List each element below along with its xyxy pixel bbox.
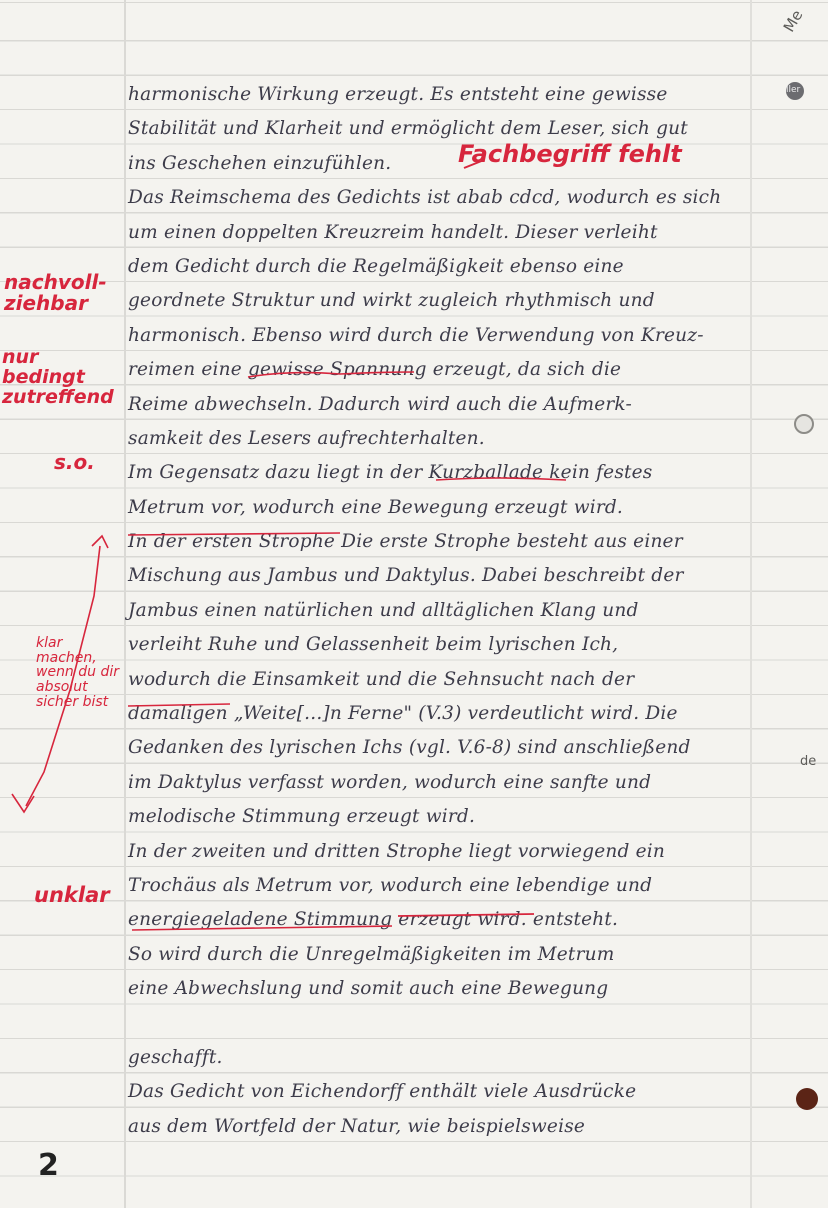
- page-number: 2: [38, 1148, 59, 1183]
- text-line: ins Geschehen einzufühlen.: [128, 152, 392, 174]
- text-line-with-strikethrough: In der ersten Strophe Die erste Strophe besteht aus einer: [128, 531, 683, 553]
- text-line: Das Reimschema des Gedichts ist abab cdcd, wodurch es sich: [128, 187, 722, 209]
- text-line: harmonische Wirkung erzeugt. Es entsteht eine gewisse: [128, 84, 668, 105]
- text-line: eine Abwechslung und somit auch eine Bewegung: [128, 978, 609, 1000]
- note-unklar: unklar: [34, 883, 110, 907]
- text-line: im Daktylus verfasst worden, wodurch eine sanfte und: [128, 771, 652, 793]
- text-line: Trochäus als Metrum vor, wodurch eine lebendige und: [128, 874, 653, 896]
- text-line: verleiht Ruhe und Gelassenheit beim lyrischen Ich,: [128, 634, 619, 656]
- text-line: um einen doppelten Kreuzreim handelt. Dieser verleiht: [128, 221, 658, 243]
- side-note-a: ller: [786, 85, 801, 95]
- text-line: geschafft.: [128, 1046, 223, 1068]
- side-note-b: de: [800, 754, 817, 769]
- note-klar-machen: klar machen, wenn du dir absolut sicher bist: [36, 635, 120, 710]
- text-line-underlined-spannung: reimen eine gewisse Spannung erzeugt, da sich die: [128, 359, 622, 381]
- text-line: Mischung aus Jambus und Daktylus. Dabei beschreibt der: [128, 565, 684, 587]
- text-line: aus dem Wortfeld der Natur, wie beispielsweise: [128, 1115, 586, 1137]
- text-line-with-strikethrough: damaligen „Weite[...]n Ferne" (V.3) verdeutlicht wird. Die: [128, 703, 678, 725]
- text-line: dem Gedicht durch die Regelmäßigkeit ebenso eine: [128, 255, 624, 277]
- text-line: harmonisch. Ebenso wird durch die Verwendung von Kreuz-: [128, 324, 704, 346]
- text-line: Reime abwechseln. Dadurch wird auch die Aufmerk-: [128, 393, 632, 415]
- text-line: samkeit des Lesers aufrechterhalten.: [128, 427, 485, 449]
- text-line: Metrum vor, wodurch eine Bewegung erzeugt wird.: [128, 496, 624, 518]
- text-line: Im Gegensatz dazu liegt in der Kurzballade kein festes: [128, 462, 653, 484]
- underline-mark: [436, 478, 566, 480]
- note-nur-bedingt: nur bedingt zutreffend: [2, 346, 114, 408]
- text-line: Das Gedicht von Eichendorff enthält viele Ausdrücke: [128, 1081, 637, 1103]
- note-nachvollziehbar: nachvoll- ziehbar: [4, 270, 107, 315]
- text-line: wodurch die Einsamkeit und die Sehnsucht nach der: [128, 668, 635, 690]
- text-line: In der zweiten und dritten Strophe liegt vorwiegend ein: [128, 840, 665, 862]
- corner-note: Me: [779, 6, 807, 36]
- text-line: geordnete Struktur und wirkt zugleich rhythmisch und: [128, 290, 655, 312]
- note-fachbegriff: Fachbegriff fehlt: [458, 140, 682, 168]
- text-line: melodische Stimmung erzeugt wird.: [128, 806, 476, 828]
- text-line: So wird durch die Unregelmäßigkeiten im Metrum: [128, 943, 615, 965]
- underline-mark: [132, 926, 392, 930]
- strike-mark: [128, 533, 340, 535]
- underline-mark: [248, 372, 414, 377]
- text-line: Stabilität und Klarheit und ermöglicht dem Leser, sich gut: [128, 118, 688, 140]
- strike-mark: [398, 914, 534, 916]
- text-line: Jambus einen natürlichen und alltäglichen Klang und: [128, 599, 639, 621]
- text-line: Gedanken des lyrischen Ichs (vgl. V.6-8) sind anschließend: [128, 737, 691, 759]
- text-line-with-strikethrough: energiegeladene Stimmung erzeugt wird. entsteht.: [128, 909, 619, 931]
- strike-mark: [128, 704, 230, 706]
- note-s-o: s.o.: [54, 450, 95, 474]
